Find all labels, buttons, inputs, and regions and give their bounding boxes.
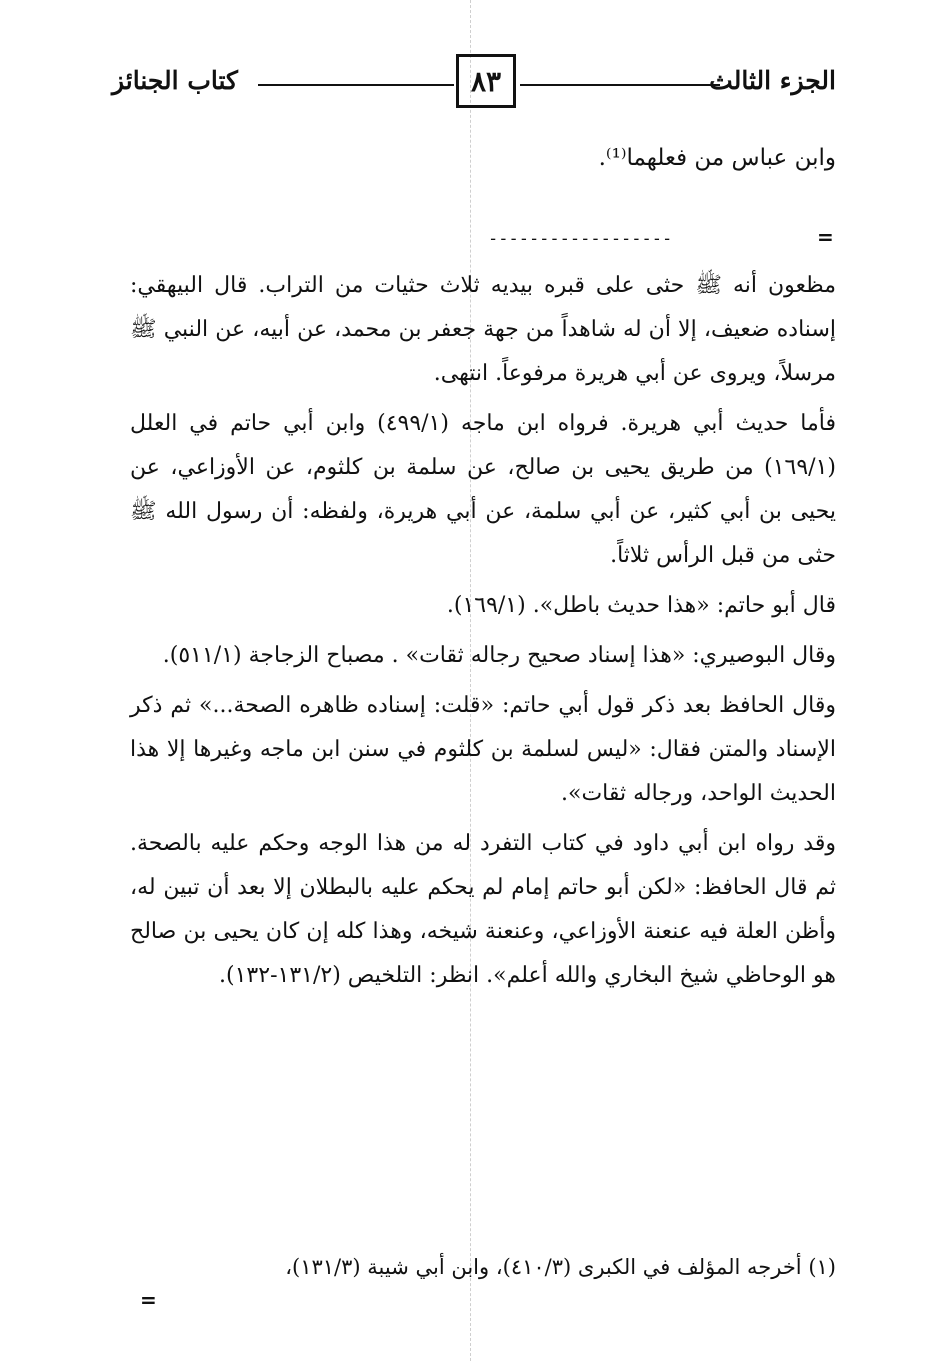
page-header [0,0,936,130]
footnote-separator: ------------------ [488,229,673,249]
page-number-box [456,54,516,108]
footnote-1: (١) أخرجه المؤلف في الكبرى (٤١٠/٣)، وابن أبي شيبة (١٣١/٣)، [285,1255,836,1279]
note-paragraph-3: قال أبو حاتم: «هذا حديث باطل». (١٦٩/١). [446,593,836,618]
header-rule-right [520,84,720,86]
page-number: ٨٣ [470,64,502,98]
main-text: وابن عباس من فعلهما⁽¹⁾. [598,145,836,171]
header-rule-left [258,84,454,86]
note-paragraph-5: وقال الحافظ بعد ذكر قول أبي حاتم: «قلت: إسناده ظاهره الصحة...» ثم ذكر الإسناد والمتن فقال: «ليس لسلمة بن كلثوم في سنن ابن ماجه وغيرها إلا هذا الحديث الواحد، ورجاله ثقات». [130,693,837,806]
book-title: كتاب الجنائز [112,66,238,95]
continuation-mark-bottom: = [140,1288,157,1312]
continuation-mark-top: = [817,225,834,249]
footnote-continuation [130,264,836,1004]
note-paragraph-4: وقال البوصيري: «هذا إسناد صحيح رجاله ثقات» . مصباح الزجاجة (٥١١/١). [162,643,836,668]
volume-title: الجزء الثالث [709,66,836,95]
note-paragraph-6: وقد رواه ابن أبي داود في كتاب التفرد له من هذا الوجه وحكم عليه بالصحة. ثم قال الحافظ: «لكن أبو حاتم إمام لم يحكم عليه بالبطلان إلا بعد أن تبين له، وأظن العلة فيه عنعنة الأوزاعي، وعنعنة شيخه، وهذا كله إن كان يحيى بن صالح هو الوحاظي شيخ البخاري والله أعلم». انظر: التلخيص (١٣١/٢-١٣٢). [130,831,836,988]
note-paragraph-2: فأما حديث أبي هريرة. فرواه ابن ماجه (٤٩٩/١) وابن أبي حاتم في العلل (١٦٩/١) من طريق يحيى بن صالح، عن سلمة بن كلثوم، عن الأوزاعي، عن يحيى بن أبي كثير، عن أبي سلمة، عن أبي هريرة، ولفظه: أن رسول الله ﷺ حثى من قبل الرأس ثلاثاً. [130,411,836,568]
note-paragraph-1: مظعون أنه ﷺ حثى على قبره بيديه ثلاث حثيات من التراب. قال البيهقي: إسناده ضعيف، إلا أن له شاهداً من جهة جعفر بن محمد، عن أبيه، عن النبي ﷺ مرسلاً، ويروى عن أبي هريرة مرفوعاً. انتهى. [130,273,836,386]
